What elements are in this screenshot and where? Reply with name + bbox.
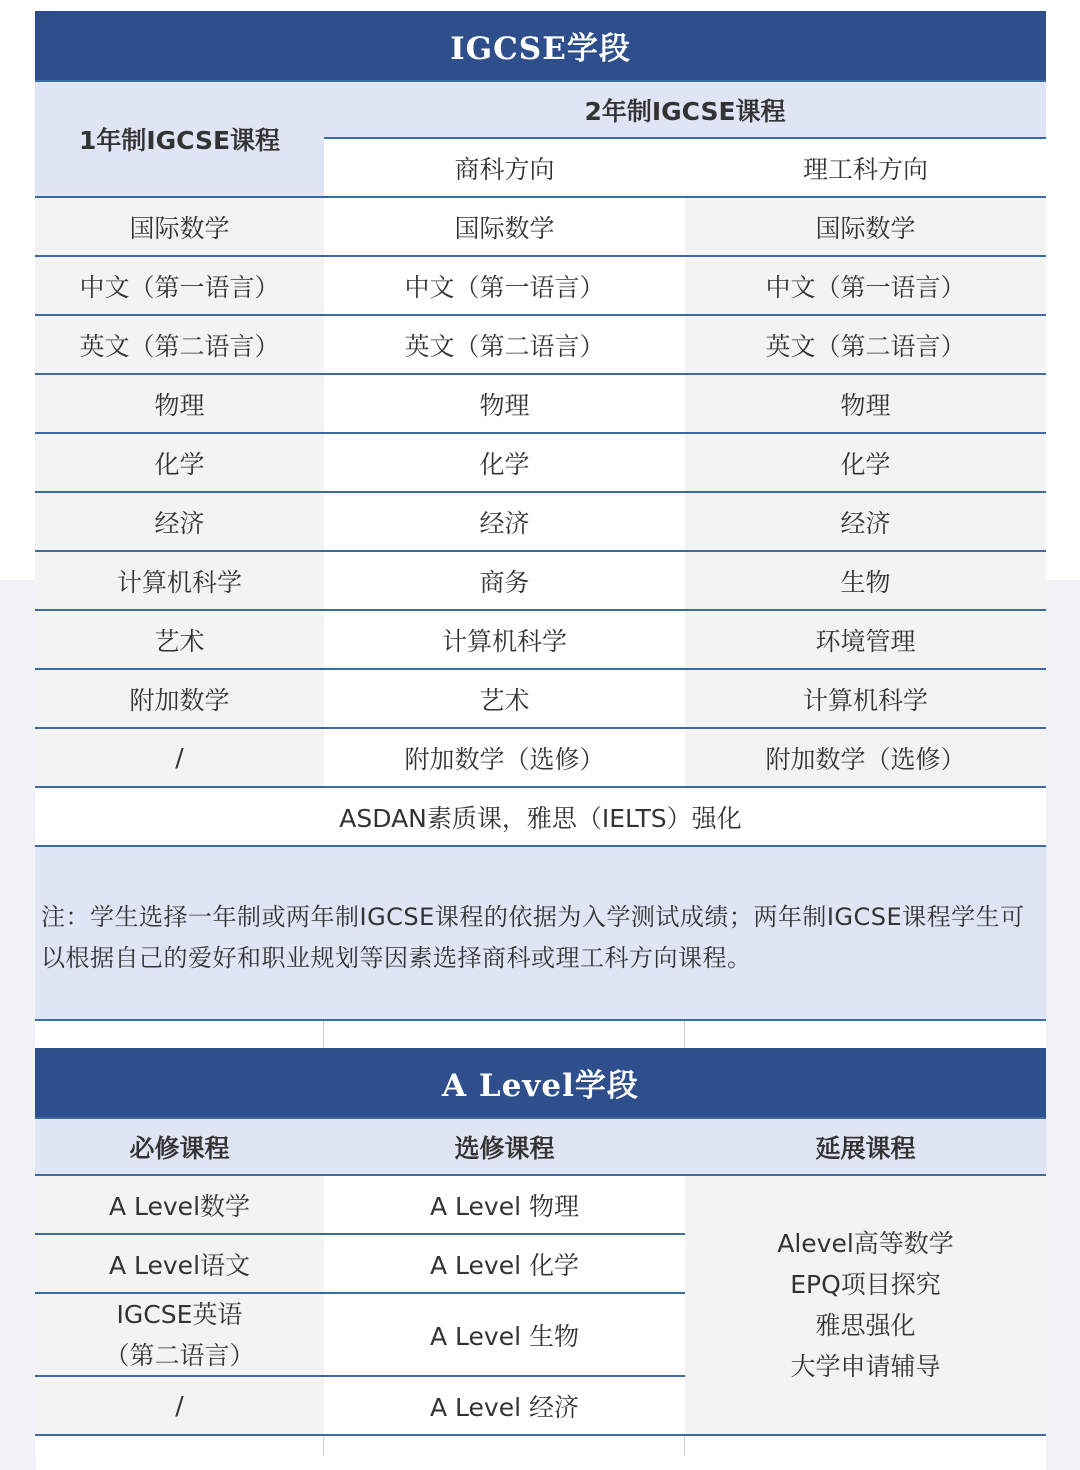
business-course: 中文（第一语言） [324, 257, 685, 316]
one-year-course: 英文（第二语言） [35, 316, 324, 375]
business-course: 英文（第二语言） [324, 316, 685, 375]
course-table-sheet [35, 11, 1046, 1456]
spacer-cell [324, 1436, 685, 1456]
business-course: 国际数学 [324, 198, 685, 257]
business-course: 计算机科学 [324, 611, 685, 670]
two-year-igcse-header: 2年制IGCSE课程 [324, 82, 1046, 139]
elective-course: A Level 物理 [324, 1176, 685, 1235]
one-year-course: 物理 [35, 375, 324, 434]
one-year-course: 国际数学 [35, 198, 324, 257]
alevel-grid [35, 1119, 1046, 1436]
one-year-course: 经济 [35, 493, 324, 552]
alevel-section-title: A Level学段 [35, 1048, 1046, 1119]
one-year-igcse-header: 1年制IGCSE课程 [35, 82, 324, 198]
elective-course: A Level 生物 [324, 1294, 685, 1377]
one-year-course: 附加数学 [35, 670, 324, 729]
science-course: 经济 [685, 493, 1046, 552]
science-course: 英文（第二语言） [685, 316, 1046, 375]
extension-course: 大学申请辅导 [790, 1352, 941, 1381]
science-track-header: 理工科方向 [685, 139, 1046, 198]
elective-course: A Level 经济 [324, 1377, 685, 1436]
business-course: 化学 [324, 434, 685, 493]
one-year-course: / [35, 729, 324, 788]
required-course: A Level语文 [35, 1235, 324, 1294]
required-course: A Level数学 [35, 1176, 324, 1235]
science-course: 生物 [685, 552, 1046, 611]
extension-courses-cell [685, 1176, 1046, 1436]
science-course: 环境管理 [685, 611, 1046, 670]
science-course: 附加数学（选修） [685, 729, 1046, 788]
one-year-course: 中文（第一语言） [35, 257, 324, 316]
business-course: 商务 [324, 552, 685, 611]
igcse-section-title: IGCSE学段 [35, 11, 1046, 82]
required-courses-header: 必修课程 [35, 1119, 324, 1176]
spacer-cell [324, 1021, 685, 1048]
one-year-course: 化学 [35, 434, 324, 493]
extension-course: EPQ项目探究 [790, 1270, 941, 1299]
right-side-background [1046, 580, 1080, 1470]
science-course: 中文（第一语言） [685, 257, 1046, 316]
science-course: 化学 [685, 434, 1046, 493]
igcse-note: 注：学生选择一年制或两年制IGCSE课程的依据为入学测试成绩；两年制IGCSE课程学生可以根据自己的爱好和职业规划等因素选择商科或理工科方向课程。 [35, 847, 1046, 1021]
enrichment-row: ASDAN素质课，雅思（IELTS）强化 [35, 788, 1046, 847]
business-course: 经济 [324, 493, 685, 552]
business-course: 物理 [324, 375, 685, 434]
igcse-header-grid [35, 82, 1046, 198]
required-course: / [35, 1377, 324, 1436]
business-track-header: 商科方向 [324, 139, 685, 198]
science-course: 计算机科学 [685, 670, 1046, 729]
bottom-spacer-row [35, 1436, 1046, 1456]
required-course: IGCSE英语 （第二语言） [35, 1294, 324, 1377]
extension-courses-header: 延展课程 [685, 1119, 1046, 1176]
spacer-cell [35, 1436, 324, 1456]
elective-courses-header: 选修课程 [324, 1119, 685, 1176]
spacer-cell [685, 1021, 1046, 1048]
spacer-row [35, 1021, 1046, 1048]
one-year-course: 计算机科学 [35, 552, 324, 611]
spacer-cell [685, 1436, 1046, 1456]
extension-course: Alevel高等数学 [777, 1229, 954, 1258]
extension-course: 雅思强化 [815, 1311, 916, 1340]
science-course: 物理 [685, 375, 1046, 434]
elective-course: A Level 化学 [324, 1235, 685, 1294]
science-course: 国际数学 [685, 198, 1046, 257]
one-year-course: 艺术 [35, 611, 324, 670]
spacer-cell [35, 1021, 324, 1048]
left-side-background [0, 580, 36, 1470]
business-course: 艺术 [324, 670, 685, 729]
igcse-course-grid [35, 198, 1046, 847]
business-course: 附加数学（选修） [324, 729, 685, 788]
